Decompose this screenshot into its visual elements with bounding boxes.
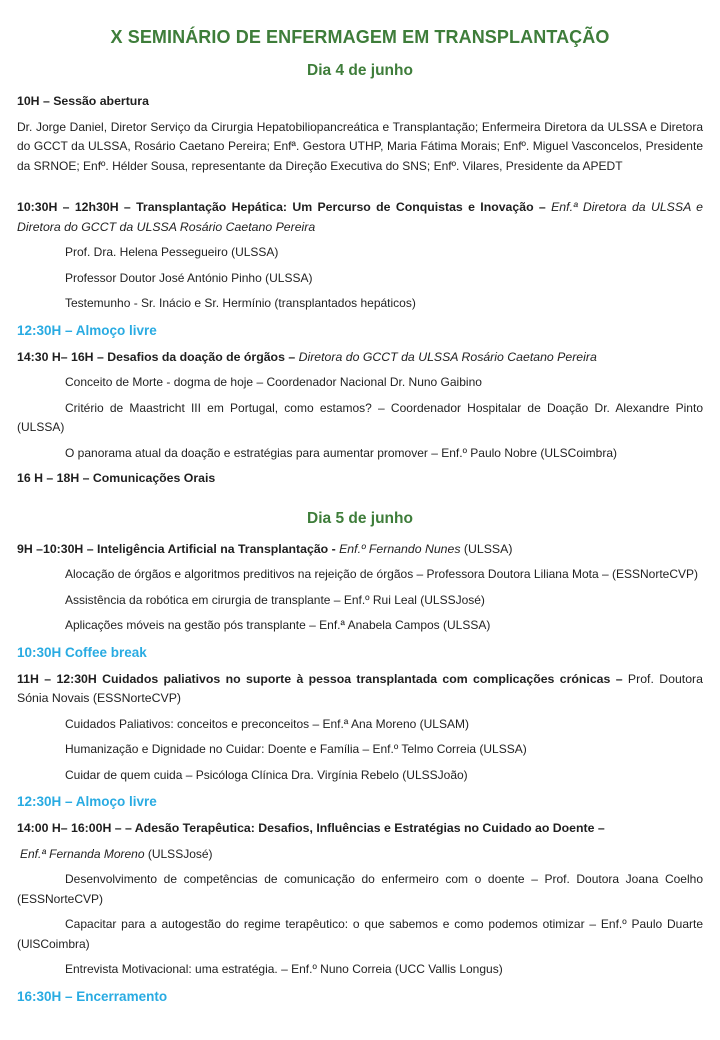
agenda-sub-item <box>17 444 703 464</box>
break-heading <box>17 321 703 341</box>
agenda-sub-item <box>17 294 703 314</box>
text-segment-r: Critério de Maastricht III em Portugal, como estamos? – Coordenador Hospitalar de Doação Dr. Alexandre Pinto (ULSSA) <box>17 400 703 434</box>
text-segment-b: 11H – 12:30H Cuidados paliativos no suporte à pessoa transplantada com complicações crónicas – <box>17 671 628 686</box>
text-segment-b: 12:30H – Almoço livre <box>17 794 157 809</box>
text-segment-b: 10:30H – 12h30H – Transplantação Hepática: Um Percurso de Conquistas e Inovação – <box>17 200 552 214</box>
agenda-sub-item <box>17 616 703 636</box>
break-heading <box>17 987 703 1007</box>
agenda-sub-item <box>17 565 703 585</box>
day-items <box>17 540 703 1007</box>
agenda-sub-item <box>17 870 703 909</box>
text-segment-r: Assistência da robótica em cirurgia de transplante – Enf.º Rui Leal (ULSSJosé) <box>65 592 485 607</box>
text-segment-r: Cuidados Paliativos: conceitos e preconceitos – Enf.ª Ana Moreno (ULSAM) <box>65 716 469 731</box>
agenda-sub-item <box>17 243 703 263</box>
text-segment-b: 9H –10:30H – Inteligência Artificial na Transplantação - <box>17 541 340 556</box>
text-segment-r: Dr. Jorge Daniel, Diretor Serviço da Cirurgia Hepatobiliopancreática e Transplantação; Enfermeira Diretora da ULSSA e Diretora do GCCT da ULSSA, Rosário Caetano Pereira; Enfª. Gestora UTHP, Maria Fátima Morais; Enfº. Miguel Vasconcelos, Presidente da SRNOE; Enfº. Hélder Sousa, representante da Direção Executiva do SNS; Enfº. Vilares, Presidente da APEDT <box>17 119 703 173</box>
agenda-sub-item <box>17 715 703 735</box>
break-heading <box>17 792 703 812</box>
break-heading <box>17 643 703 663</box>
day-heading: Dia 5 de junho <box>307 509 413 527</box>
text-segment-b: 10:30H Coffee break <box>17 644 147 660</box>
text-segment-i: Enf.º Fernando Nunes <box>339 541 461 556</box>
session-heading <box>17 819 703 839</box>
agenda-sub-item <box>17 740 703 760</box>
text-segment-i: Diretora do GCCT da ULSSA Rosário Caetano Pereira <box>298 349 597 364</box>
text-segment-r: Testemunho - Sr. Inácio e Sr. Hermínio (transplantados hepáticos) <box>65 296 416 310</box>
session-heading <box>17 670 703 709</box>
agenda-sub-item <box>17 915 703 954</box>
text-segment-b: 16:30H – Encerramento <box>17 988 168 1004</box>
agenda-sub-item <box>17 269 703 289</box>
text-segment-i: Enf.ª Diretora da ULSSA e Diretora do GCCT da ULSSA Rosário Caetano Pereira <box>17 200 703 234</box>
text-segment-r: Conceito de Morte - dogma de hoje – Coordenador Nacional Dr. Nuno Gaibino <box>65 375 482 389</box>
blank-line <box>17 182 703 198</box>
session-heading <box>17 92 703 112</box>
text-segment-r: Humanização e Dignidade no Cuidar: Doente e Família – Enf.º Telmo Correia (ULSSA) <box>65 742 527 756</box>
agenda-sub-item <box>17 591 703 611</box>
text-segment-r: (ULSSJosé) <box>144 846 213 861</box>
session-speaker-line <box>17 845 703 865</box>
text-segment-b: 10H – Sessão abertura <box>17 94 149 108</box>
session-heading <box>17 540 703 560</box>
day-heading: Dia 4 de junho <box>307 62 413 79</box>
day-section-1 <box>17 61 703 489</box>
agenda-sub-item <box>17 960 703 980</box>
text-segment-r: Prof. Dra. Helena Pessegueiro (ULSSA) <box>65 245 279 259</box>
day-section-2 <box>17 509 703 1007</box>
text-segment-r: Desenvolvimento de competências de comunicação do enfermeiro com o doente – Prof. Doutora Joana Coelho (ESSNorteCVP) <box>17 872 703 906</box>
text-segment-r: Entrevista Motivacional: uma estratégia. – Enf.º Nuno Correia (UCC Vallis Longus) <box>65 962 503 976</box>
text-segment-b: 14:30 H– 16H – Desafios da doação de órgãos – <box>17 349 299 364</box>
text-segment-r: Professor Doutor José António Pinho (ULSSA) <box>65 270 313 285</box>
agenda-sub-item <box>17 766 703 786</box>
session-heading <box>17 198 703 237</box>
text-segment-i: Enf.ª Fernanda Moreno <box>20 846 145 861</box>
session-heading <box>17 469 703 489</box>
text-segment-r: (ULSSA) <box>460 541 513 556</box>
description-paragraph <box>17 118 703 177</box>
agenda-sub-item <box>17 373 703 393</box>
text-segment-r: Cuidar de quem cuida – Psicóloga Clínica Dra. Virgínia Rebelo (ULSSJoão) <box>65 767 468 782</box>
text-segment-b: 16 H – 18H – Comunicações Orais <box>17 471 216 485</box>
text-segment-b: 12:30H – Almoço livre <box>17 322 157 338</box>
text-segment-r: Capacitar para a autogestão do regime terapêutico: o que sabemos e como podemos otimizar – Enf.º Paulo Duarte (UlSCoimbra) <box>17 917 703 951</box>
text-segment-r: Alocação de órgãos e algoritmos preditivos na rejeição de órgãos – Professora Doutora Liliana Mota – (ESSNorteCVP) <box>65 567 698 581</box>
text-segment-b: 14:00 H– 16:00H – – Adesão Terapêutica: Desafios, Influências e Estratégias no Cuidado ao Doente – <box>17 821 605 835</box>
session-heading <box>17 348 703 368</box>
text-segment-r: Prof. Doutora Sónia Novais (ESSNorteCVP) <box>17 671 703 705</box>
page-title: X SEMINÁRIO DE ENFERMAGEM EM TRANSPLANTAÇÃO <box>110 27 610 47</box>
text-segment-r: O panorama atual da doação e estratégias para aumentar promover – Enf.º Paulo Nobre (ULSCoimbra) <box>65 445 618 460</box>
day-items <box>17 92 703 489</box>
text-segment-r: Aplicações móveis na gestão pós transplante – Enf.ª Anabela Campos (ULSSA) <box>65 618 491 632</box>
agenda-sub-item <box>17 399 703 438</box>
